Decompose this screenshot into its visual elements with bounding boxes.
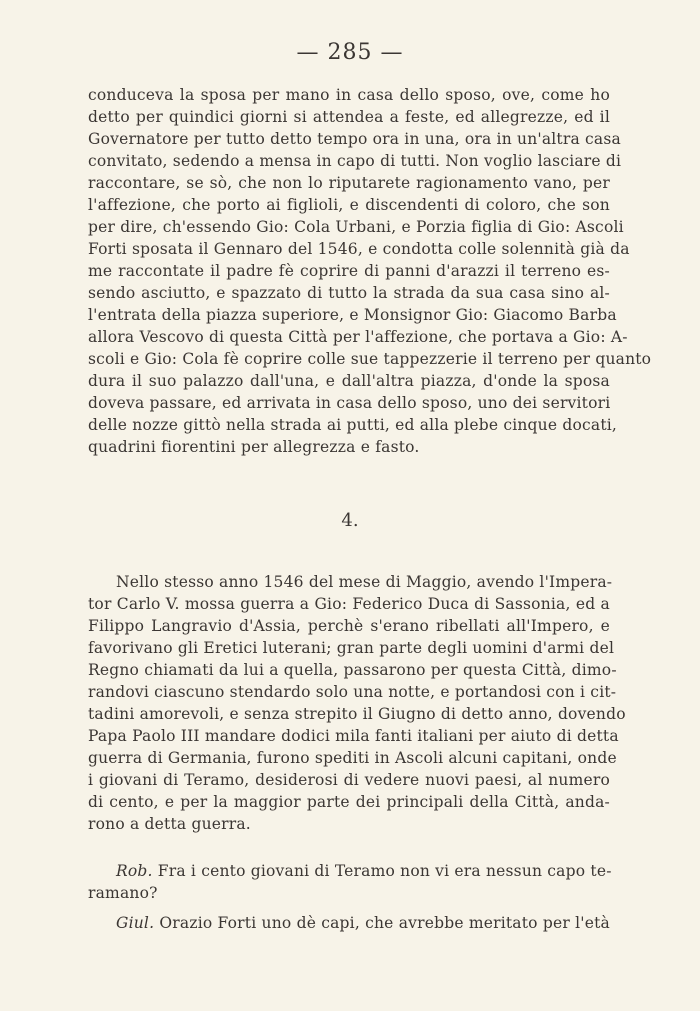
dialogue-text: Orazio Forti uno dè capi, che avrebbe meritato per l'età	[159, 914, 610, 932]
text-line: dura il suo palazzo dall'una, e dall'altra piazza, d'onde la sposa	[88, 372, 610, 390]
text-line	[88, 912, 610, 934]
text-line: di cento, e per la maggior parte dei principali della Città, anda-	[88, 793, 610, 811]
dialogue-text: Fra i cento giovani di Teramo non vi era nessun capo te-	[157, 862, 612, 880]
speaker-label: Giul.	[116, 914, 155, 932]
text-line: guerra di Germania, furono spediti in Ascoli alcuni capitani, onde	[88, 749, 617, 767]
text-line: conduceva la sposa per mano in casa dello sposo, ove, come ho	[88, 86, 610, 104]
section-number: 4.	[341, 510, 359, 531]
text-line: rono a detta guerra.	[88, 815, 251, 833]
text-line: ramano?	[88, 884, 158, 902]
text-line: i giovani di Teramo, desiderosi di vedere nuovi paesi, al numero	[88, 771, 610, 789]
text-line: tor Carlo V. mossa guerra a Gio: Federico Duca di Sassonia, ed a	[88, 595, 610, 613]
page-number: — 285 —	[296, 40, 404, 65]
text-line: raccontare, se sò, che non lo riputarete ragionamento vano, per	[88, 174, 610, 192]
text-line: scoli e Gio: Cola fè coprire colle sue tappezzerie il terreno per quanto	[88, 350, 652, 368]
text-line: me raccontate il padre fè coprire di panni d'arazzi il terreno es-	[88, 262, 610, 280]
text-line: per dire, ch'essendo Gio: Cola Urbani, e Porzia figlia di Gio: Ascoli	[88, 218, 624, 236]
text-line: quadrini fiorentini per allegrezza e fasto.	[88, 438, 420, 456]
text-line: Forti sposata il Gennaro del 1546, e condotta colle solennità già da	[88, 240, 630, 258]
text-line: l'affezione, che porto ai figlioli, e discendenti di coloro, che son	[88, 196, 610, 214]
paragraph-continued	[88, 84, 652, 458]
text-line: Nello stesso anno 1546 del mese di Maggio, avendo l'Impera-	[116, 573, 613, 591]
dialogue-giul	[88, 912, 610, 934]
text-line: sendo asciutto, e spazzato di tutto la strada da sua casa sino al-	[88, 284, 610, 302]
text-line: Governatore per tutto detto tempo ora in una, ora in un'altra casa	[88, 130, 621, 148]
text-line: randovi ciascuno stendardo solo una notte, e portandosi con i cit-	[88, 683, 617, 701]
text-line: convitato, sedendo a mensa in capo di tutti. Non voglio lasciare di	[88, 152, 622, 170]
text-line: favorivano gli Eretici luterani; gran parte degli uomini d'armi del	[88, 639, 615, 657]
text-line: l'entrata della piazza superiore, e Monsignor Gio: Giacomo Barba	[88, 306, 617, 324]
text-line: delle nozze gittò nella strada ai putti, ed alla plebe cinque docati,	[88, 416, 618, 434]
speaker-label: Rob.	[116, 862, 153, 880]
text-line: tadini amorevoli, e senza strepito il Giugno di detto anno, dovendo	[88, 705, 626, 723]
text-line: allora Vescovo di questa Città per l'affezione, che portava a Gio: A-	[88, 328, 628, 346]
dialogue-rob	[88, 860, 610, 904]
text-line: detto per quindici giorni si attendea a feste, ed allegrezze, ed il	[88, 108, 610, 126]
paragraph-section-4	[88, 571, 626, 835]
text-line: Regno chiamati da lui a quella, passarono per questa Città, dimo-	[88, 661, 617, 679]
text-line	[88, 860, 610, 882]
text-line: Papa Paolo III mandare dodici mila fanti italiani per aiuto di detta	[88, 727, 619, 745]
text-line: Filippo Langravio d'Assia, perchè s'erano ribellati all'Impero, e	[88, 617, 610, 635]
text-line: doveva passare, ed arrivata in casa dello sposo, uno dei servitori	[88, 394, 611, 412]
